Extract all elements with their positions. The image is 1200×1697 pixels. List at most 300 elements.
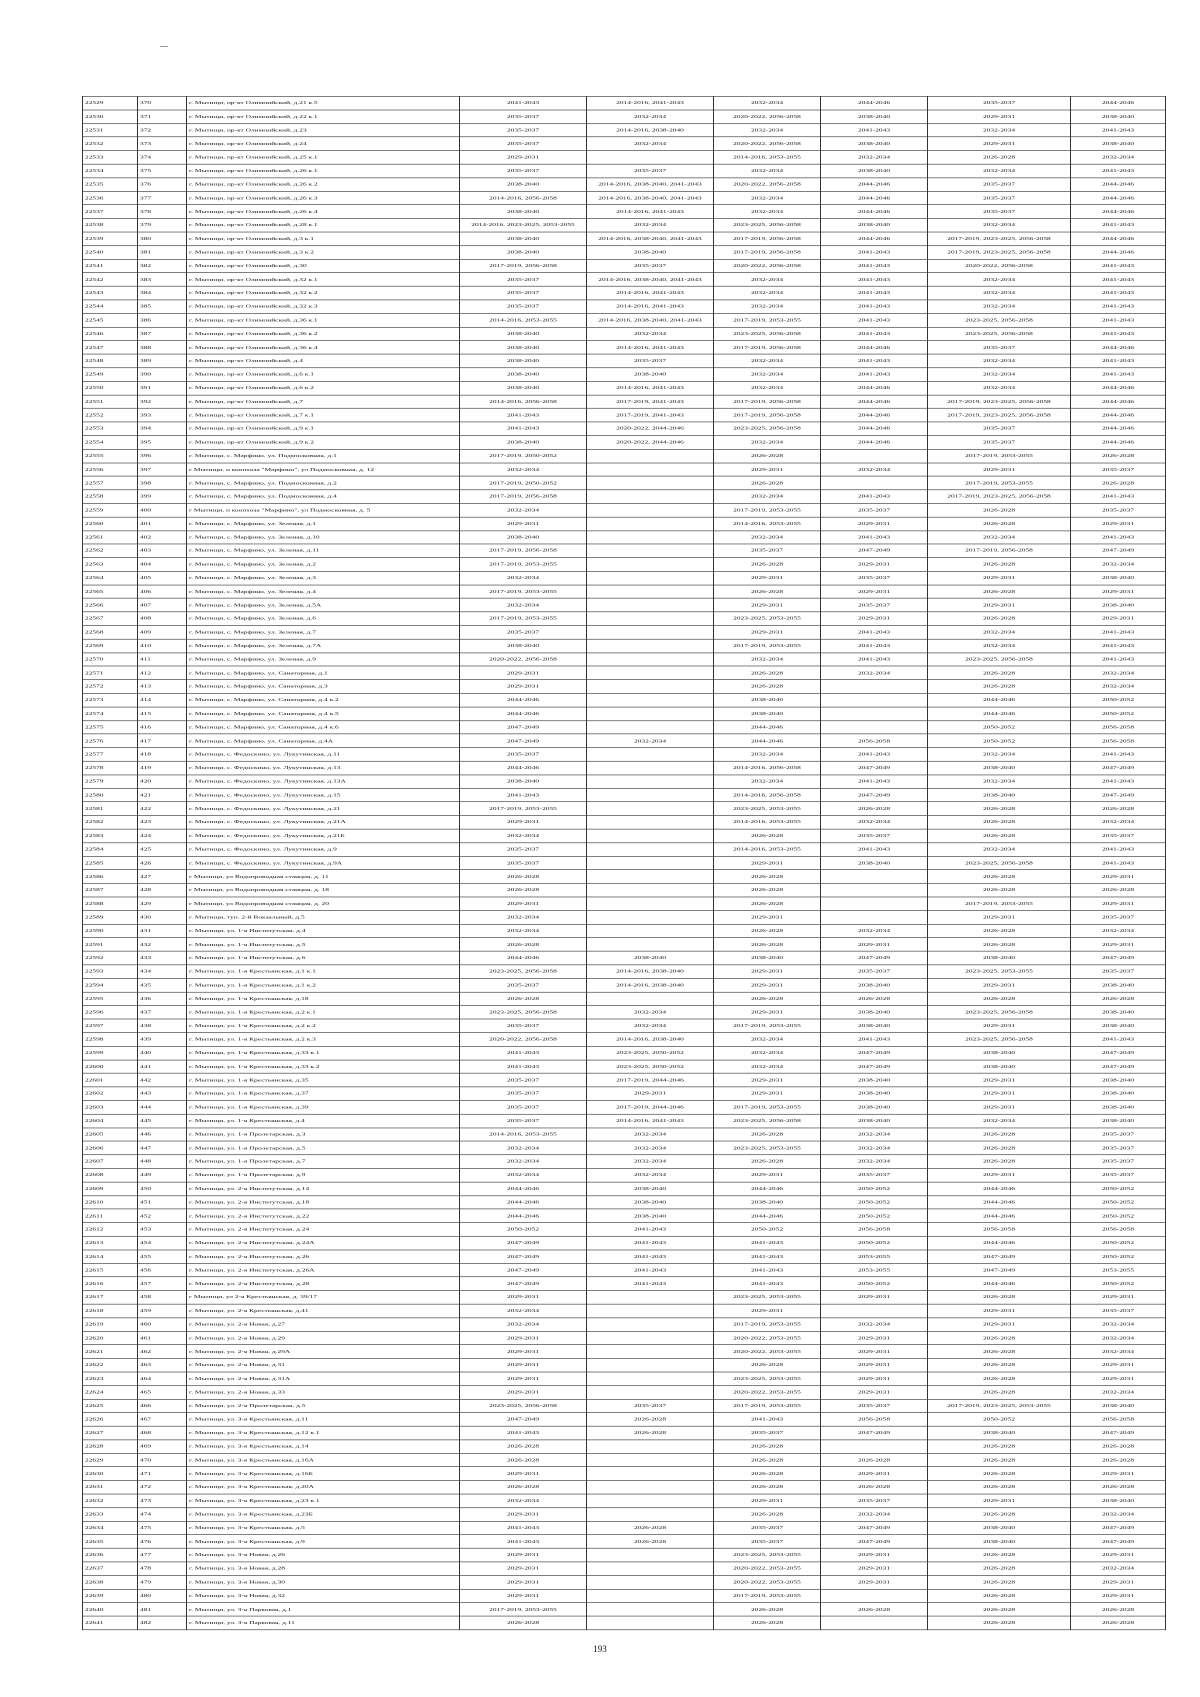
cell-period-5: 2026-2028 bbox=[928, 558, 1071, 572]
cell-row-number: 458 bbox=[138, 1291, 187, 1305]
cell-address: г. Мытищи, ул. 1-я Крестьянская, д.1 к.2 bbox=[187, 978, 460, 992]
cell-row-id: 22566 bbox=[83, 598, 138, 612]
cell-row-id: 22588 bbox=[83, 897, 138, 911]
cell-period-2: 2041-2043 bbox=[587, 1263, 714, 1277]
page-number: 193 bbox=[593, 1644, 607, 1654]
cell-row-id: 22557 bbox=[83, 476, 138, 490]
cell-row-id: 22623 bbox=[83, 1372, 138, 1386]
cell-row-number: 465 bbox=[138, 1386, 187, 1400]
cell-address: г Мытищи, ул Водопроводная станция, д. 11 bbox=[187, 870, 460, 884]
cell-period-3: 2014-2016, 2053-2055 bbox=[714, 151, 821, 165]
cell-period-6: 2038-2040 bbox=[1071, 571, 1166, 585]
cell-address: г. Мытищи, пр-кт Олимпийский, д.28 к.1 bbox=[187, 218, 460, 232]
table-row bbox=[83, 368, 1166, 382]
cell-period-4: 2044-2046 bbox=[821, 436, 928, 450]
cell-period-4: 2029-2031 bbox=[821, 1576, 928, 1590]
cell-period-5: 2017-2019, 2023-2025, 2056-2058 bbox=[928, 246, 1071, 260]
cell-period-5: 2038-2040 bbox=[928, 1521, 1071, 1535]
cell-period-1: 2017-2019, 2056-2058 bbox=[460, 259, 587, 273]
cell-period-3: 2038-2040 bbox=[714, 693, 821, 707]
cell-period-4: 2041-2043 bbox=[821, 748, 928, 762]
cell-period-5: 2032-2034 bbox=[928, 626, 1071, 640]
table-row bbox=[83, 96, 1166, 110]
cell-period-2 bbox=[587, 693, 714, 707]
table-row bbox=[83, 1168, 1166, 1182]
cell-period-3: 2014-2016, 2053-2055 bbox=[714, 816, 821, 830]
cell-address: г. Мытищи, с. Федоскино, ул. Лукутинская, д.11 bbox=[187, 748, 460, 762]
cell-period-2: 2017-2019, 2044-2046 bbox=[587, 1101, 714, 1115]
cell-row-number: 419 bbox=[138, 761, 187, 775]
cell-period-6: 2038-2040 bbox=[1071, 1399, 1166, 1413]
cell-address: г. Мытищи, пр-кт Олимпийский, д.3 к.1 bbox=[187, 232, 460, 246]
cell-period-4: 2035-2037 bbox=[821, 1168, 928, 1182]
cell-row-number: 460 bbox=[138, 1318, 187, 1332]
cell-row-id: 22593 bbox=[83, 965, 138, 979]
cell-period-1: 2041-2043 bbox=[460, 96, 587, 110]
cell-period-6: 2047-2049 bbox=[1071, 1046, 1166, 1060]
cell-period-2 bbox=[587, 151, 714, 165]
cell-period-4: 2050-2052 bbox=[821, 1209, 928, 1223]
cell-period-6: 2038-2040 bbox=[1071, 110, 1166, 124]
cell-row-id: 22591 bbox=[83, 938, 138, 952]
cell-period-4: 2041-2043 bbox=[821, 313, 928, 327]
cell-period-6: 2038-2040 bbox=[1071, 1006, 1166, 1020]
cell-period-4: 2026-2028 bbox=[821, 1603, 928, 1617]
cell-period-5: 2029-2031 bbox=[928, 911, 1071, 925]
cell-period-5: 2044-2046 bbox=[928, 1196, 1071, 1210]
cell-period-5: 2017-2019, 2023-2025, 2056-2058 bbox=[928, 232, 1071, 246]
cell-period-1: 2047-2049 bbox=[460, 1263, 587, 1277]
cell-period-4: 2035-2037 bbox=[821, 503, 928, 517]
cell-row-number: 450 bbox=[138, 1182, 187, 1196]
cell-period-1: 2044-2046 bbox=[460, 1196, 587, 1210]
cell-period-6: 2029-2031 bbox=[1071, 1291, 1166, 1305]
cell-period-4: 2029-2031 bbox=[821, 1358, 928, 1372]
cell-row-id: 22610 bbox=[83, 1196, 138, 1210]
cell-period-1: 2017-2019, 2053-2055 bbox=[460, 558, 587, 572]
cell-row-number: 449 bbox=[138, 1168, 187, 1182]
cell-row-id: 22625 bbox=[83, 1399, 138, 1413]
cell-period-6: 2032-2034 bbox=[1071, 924, 1166, 938]
cell-period-1: 2029-2031 bbox=[460, 1562, 587, 1576]
cell-period-1: 2041-2043 bbox=[460, 1535, 587, 1549]
cell-row-number: 385 bbox=[138, 300, 187, 314]
cell-period-1: 2014-2016, 2053-2055 bbox=[460, 1128, 587, 1142]
cell-period-5: 2032-2034 bbox=[928, 531, 1071, 545]
cell-period-6: 2029-2031 bbox=[1071, 897, 1166, 911]
cell-period-3: 2032-2034 bbox=[714, 286, 821, 300]
cell-period-6: 2044-2046 bbox=[1071, 408, 1166, 422]
cell-period-6: 2032-2034 bbox=[1071, 666, 1166, 680]
cell-address: г. Мытищи, ул. 3-я Крестьянская, д.16Б bbox=[187, 1467, 460, 1481]
table-row bbox=[83, 1481, 1166, 1495]
cell-period-5: 2035-2037 bbox=[928, 341, 1071, 355]
cell-period-3: 2017-2019, 2056-2058 bbox=[714, 408, 821, 422]
cell-row-id: 22578 bbox=[83, 761, 138, 775]
table-row bbox=[83, 164, 1166, 178]
cell-period-4: 2029-2031 bbox=[821, 1548, 928, 1562]
cell-period-1: 2029-2031 bbox=[460, 1467, 587, 1481]
cell-period-2 bbox=[587, 598, 714, 612]
cell-period-4: 2038-2040 bbox=[821, 856, 928, 870]
cell-row-id: 22636 bbox=[83, 1548, 138, 1562]
cell-row-id: 22571 bbox=[83, 666, 138, 680]
cell-period-1: 2041-2043 bbox=[460, 1046, 587, 1060]
cell-period-4: 2056-2058 bbox=[821, 1223, 928, 1237]
table-row bbox=[83, 436, 1166, 450]
cell-row-id: 22632 bbox=[83, 1494, 138, 1508]
cell-period-3: 2017-2019, 2053-2055 bbox=[714, 639, 821, 653]
cell-period-1: 2017-2019, 2050-2052 bbox=[460, 449, 587, 463]
cell-period-2 bbox=[587, 1494, 714, 1508]
cell-row-number: 378 bbox=[138, 205, 187, 219]
cell-address: г. Мытищи, с. Федоскино, ул. Лукутинская, д.21А bbox=[187, 816, 460, 830]
cell-period-4: 2053-2055 bbox=[821, 1263, 928, 1277]
cell-period-5: 2038-2040 bbox=[928, 1426, 1071, 1440]
cell-row-id: 22620 bbox=[83, 1331, 138, 1345]
cell-row-number: 461 bbox=[138, 1331, 187, 1345]
cell-row-number: 416 bbox=[138, 721, 187, 735]
cell-period-2 bbox=[587, 612, 714, 626]
cell-period-2: 2014-2016, 2038-2040 bbox=[587, 1033, 714, 1047]
cell-row-id: 22600 bbox=[83, 1060, 138, 1074]
cell-address: г. Мытищи, пр-кт Олимпийский, д.30 bbox=[187, 259, 460, 273]
table-row bbox=[83, 137, 1166, 151]
cell-address: г. Мытищи, с. Марфино, ул. Зеленая, д.3 bbox=[187, 571, 460, 585]
cell-address: г. Мытищи, пр-кт Олимпийский, д.26 к.2 bbox=[187, 178, 460, 192]
cell-period-2 bbox=[587, 1358, 714, 1372]
table-row bbox=[83, 653, 1166, 667]
cell-row-id: 22564 bbox=[83, 571, 138, 585]
cell-period-1: 2029-2031 bbox=[460, 1548, 587, 1562]
cell-period-5: 2026-2028 bbox=[928, 802, 1071, 816]
cell-period-3: 2014-2016, 2056-2058 bbox=[714, 761, 821, 775]
cell-period-4: 2029-2031 bbox=[821, 1345, 928, 1359]
cell-period-3: 2017-2019, 2053-2055 bbox=[714, 1101, 821, 1115]
cell-row-number: 417 bbox=[138, 734, 187, 748]
cell-row-number: 448 bbox=[138, 1155, 187, 1169]
cell-period-1: 2032-2034 bbox=[460, 1155, 587, 1169]
cell-row-number: 431 bbox=[138, 924, 187, 938]
cell-address: г. Мытищи, с. Марфино, ул. Санаторная, д.1 bbox=[187, 666, 460, 680]
cell-period-5: 2029-2031 bbox=[928, 598, 1071, 612]
cell-row-id: 22637 bbox=[83, 1562, 138, 1576]
cell-period-3: 2029-2031 bbox=[714, 1168, 821, 1182]
cell-row-number: 422 bbox=[138, 802, 187, 816]
cell-period-3: 2032-2034 bbox=[714, 490, 821, 504]
cell-period-4: 2029-2031 bbox=[821, 1372, 928, 1386]
cell-period-3: 2029-2031 bbox=[714, 571, 821, 585]
cell-address: г. Мытищи, ул. 2-я Новая, д.31 bbox=[187, 1358, 460, 1372]
cell-row-id: 22629 bbox=[83, 1453, 138, 1467]
cell-period-6: 2041-2043 bbox=[1071, 748, 1166, 762]
cell-row-number: 443 bbox=[138, 1087, 187, 1101]
cell-period-3: 2020-2022, 2056-2058 bbox=[714, 110, 821, 124]
cell-row-number: 463 bbox=[138, 1358, 187, 1372]
cell-row-id: 22607 bbox=[83, 1155, 138, 1169]
cell-row-number: 446 bbox=[138, 1128, 187, 1142]
cell-period-1: 2041-2043 bbox=[460, 422, 587, 436]
cell-period-2 bbox=[587, 585, 714, 599]
cell-row-number: 389 bbox=[138, 354, 187, 368]
cell-period-5: 2026-2028 bbox=[928, 1345, 1071, 1359]
cell-period-4 bbox=[821, 870, 928, 884]
cell-period-4: 2035-2037 bbox=[821, 965, 928, 979]
cell-period-1: 2035-2037 bbox=[460, 1019, 587, 1033]
cell-period-3: 2023-2025, 2053-2055 bbox=[714, 1141, 821, 1155]
cell-period-3: 2026-2028 bbox=[714, 938, 821, 952]
cell-row-number: 447 bbox=[138, 1141, 187, 1155]
cell-row-id: 22575 bbox=[83, 721, 138, 735]
cell-period-4: 2047-2049 bbox=[821, 544, 928, 558]
cell-row-number: 433 bbox=[138, 951, 187, 965]
cell-period-6: 2029-2031 bbox=[1071, 870, 1166, 884]
cell-period-1: 2038-2040 bbox=[460, 178, 587, 192]
cell-period-2: 2023-2025, 2050-2052 bbox=[587, 1046, 714, 1060]
cell-period-3: 2017-2019, 2056-2058 bbox=[714, 341, 821, 355]
cell-period-6: 2044-2046 bbox=[1071, 341, 1166, 355]
cell-row-id: 22589 bbox=[83, 911, 138, 925]
cell-period-2: 2038-2040 bbox=[587, 1209, 714, 1223]
cell-period-5: 2035-2037 bbox=[928, 191, 1071, 205]
table-row bbox=[83, 1440, 1166, 1454]
cell-row-number: 379 bbox=[138, 218, 187, 232]
cell-period-6: 2047-2049 bbox=[1071, 761, 1166, 775]
cell-row-number: 438 bbox=[138, 1019, 187, 1033]
cell-period-1: 2029-2031 bbox=[460, 666, 587, 680]
cell-period-3: 2032-2034 bbox=[714, 1046, 821, 1060]
cell-row-number: 480 bbox=[138, 1589, 187, 1603]
cell-period-3: 2026-2028 bbox=[714, 476, 821, 490]
cell-period-2 bbox=[587, 1386, 714, 1400]
cell-row-id: 22563 bbox=[83, 558, 138, 572]
cell-period-2: 2041-2043 bbox=[587, 1250, 714, 1264]
cell-row-number: 414 bbox=[138, 693, 187, 707]
cell-period-5: 2032-2034 bbox=[928, 218, 1071, 232]
cell-row-id: 22628 bbox=[83, 1440, 138, 1454]
cell-row-number: 400 bbox=[138, 503, 187, 517]
cell-address: г. Мытищи, с. Марфино, ул. Санаторная, д.4 к.6 bbox=[187, 721, 460, 735]
cell-period-3: 2029-2031 bbox=[714, 598, 821, 612]
cell-address: г. Мытищи, пр-кт Олимпийский, д.21 к.5 bbox=[187, 96, 460, 110]
cell-period-4 bbox=[821, 680, 928, 694]
cell-period-3: 2041-2043 bbox=[714, 1236, 821, 1250]
table-row bbox=[83, 191, 1166, 205]
cell-period-2: 2035-2037 bbox=[587, 164, 714, 178]
cell-address: г. Мытищи, ул. 3-я Крестьянская, д.11 bbox=[187, 1413, 460, 1427]
cell-period-6: 2050-2052 bbox=[1071, 1196, 1166, 1210]
cell-period-2 bbox=[587, 1372, 714, 1386]
cell-period-5: 2026-2028 bbox=[928, 1576, 1071, 1590]
cell-period-4: 2044-2046 bbox=[821, 395, 928, 409]
cell-row-id: 22576 bbox=[83, 734, 138, 748]
cell-period-4 bbox=[821, 1589, 928, 1603]
cell-period-5: 2026-2028 bbox=[928, 1616, 1071, 1630]
cell-period-6: 2041-2043 bbox=[1071, 327, 1166, 341]
cell-period-4: 2044-2046 bbox=[821, 178, 928, 192]
cell-row-id: 22592 bbox=[83, 951, 138, 965]
cell-period-5: 2023-2025, 2056-2058 bbox=[928, 313, 1071, 327]
cell-period-1: 2047-2049 bbox=[460, 734, 587, 748]
cell-period-2: 2032-2034 bbox=[587, 1155, 714, 1169]
cell-period-6: 2041-2043 bbox=[1071, 354, 1166, 368]
cell-period-2: 2014-2016, 2038-2040, 2041-2043 bbox=[587, 232, 714, 246]
cell-period-3: 2032-2034 bbox=[714, 368, 821, 382]
cell-address: г. Мытищи, с. Марфино, ул. Подмосковная, д.4 bbox=[187, 490, 460, 504]
table-row bbox=[83, 1277, 1166, 1291]
cell-address: г. Мытищи, ул. 2-я Институтская, д.22 bbox=[187, 1209, 460, 1223]
cell-period-6: 2044-2046 bbox=[1071, 232, 1166, 246]
cell-period-6: 2041-2043 bbox=[1071, 273, 1166, 287]
cell-period-1: 2035-2037 bbox=[460, 110, 587, 124]
cell-period-5: 2026-2028 bbox=[928, 992, 1071, 1006]
cell-period-2 bbox=[587, 490, 714, 504]
cell-period-2: 2014-2016, 2041-2043 bbox=[587, 1114, 714, 1128]
cell-period-6: 2029-2031 bbox=[1071, 612, 1166, 626]
cell-period-1: 2029-2031 bbox=[460, 1576, 587, 1590]
cell-period-4: 2047-2049 bbox=[821, 1426, 928, 1440]
cell-row-number: 434 bbox=[138, 965, 187, 979]
cell-period-4: 2041-2043 bbox=[821, 246, 928, 260]
cell-period-4: 2041-2043 bbox=[821, 843, 928, 857]
cell-address: г. Мытищи, с. Марфино, ул. Зеленая, д.2 bbox=[187, 558, 460, 572]
cell-period-4: 2056-2058 bbox=[821, 734, 928, 748]
cell-row-number: 409 bbox=[138, 626, 187, 640]
cell-period-2: 2014-2016, 2041-2043 bbox=[587, 381, 714, 395]
cell-period-3: 2026-2028 bbox=[714, 1155, 821, 1169]
cell-period-1: 2038-2040 bbox=[460, 341, 587, 355]
cell-period-6: 2041-2043 bbox=[1071, 490, 1166, 504]
cell-period-3: 2026-2028 bbox=[714, 1128, 821, 1142]
cell-period-1: 2017-2019, 2050-2052 bbox=[460, 476, 587, 490]
cell-period-2: 2032-2034 bbox=[587, 1168, 714, 1182]
cell-period-4: 2041-2043 bbox=[821, 259, 928, 273]
cell-period-3: 2029-2031 bbox=[714, 1006, 821, 1020]
cell-period-1: 2050-2052 bbox=[460, 1223, 587, 1237]
cell-address: г. Мытищи, ул. 2-я Институтская, д.24 bbox=[187, 1223, 460, 1237]
cell-row-number: 402 bbox=[138, 531, 187, 545]
cell-row-id: 22549 bbox=[83, 368, 138, 382]
table-row bbox=[83, 1196, 1166, 1210]
cell-period-6: 2026-2028 bbox=[1071, 1440, 1166, 1454]
cell-period-5: 2035-2037 bbox=[928, 205, 1071, 219]
cell-row-number: 415 bbox=[138, 707, 187, 721]
table-row bbox=[83, 1386, 1166, 1400]
cell-row-id: 22583 bbox=[83, 829, 138, 843]
cell-period-4: 2032-2034 bbox=[821, 463, 928, 477]
table-row bbox=[83, 693, 1166, 707]
cell-period-6: 2041-2043 bbox=[1071, 164, 1166, 178]
cell-row-id: 22631 bbox=[83, 1481, 138, 1495]
cell-period-2 bbox=[587, 1481, 714, 1495]
cell-row-id: 22561 bbox=[83, 531, 138, 545]
cell-row-id: 22562 bbox=[83, 544, 138, 558]
cell-row-id: 22615 bbox=[83, 1263, 138, 1277]
cell-period-2: 2035-2037 bbox=[587, 354, 714, 368]
cell-period-2 bbox=[587, 653, 714, 667]
cell-period-5: 2026-2028 bbox=[928, 1548, 1071, 1562]
cell-row-number: 436 bbox=[138, 992, 187, 1006]
cell-period-2 bbox=[587, 1616, 714, 1630]
cell-row-number: 441 bbox=[138, 1060, 187, 1074]
cell-period-6: 2026-2028 bbox=[1071, 449, 1166, 463]
cell-period-4: 2041-2043 bbox=[821, 123, 928, 137]
table-row bbox=[83, 1291, 1166, 1305]
table-row bbox=[83, 612, 1166, 626]
cell-row-number: 380 bbox=[138, 232, 187, 246]
cell-row-number: 406 bbox=[138, 585, 187, 599]
cell-period-6: 2047-2049 bbox=[1071, 1535, 1166, 1549]
cell-address: г. Мытищи, пр-кт Олимпийский, д.32 к.2 bbox=[187, 286, 460, 300]
cell-period-3: 2026-2028 bbox=[714, 666, 821, 680]
cell-row-id: 22577 bbox=[83, 748, 138, 762]
cell-period-5: 2023-2025, 2056-2058 bbox=[928, 1006, 1071, 1020]
cell-period-3: 2023-2025, 2053-2055 bbox=[714, 1291, 821, 1305]
cell-period-4: 2038-2040 bbox=[821, 137, 928, 151]
cell-address: г. Мытищи, ул. 3-я Новая, д.26 bbox=[187, 1548, 460, 1562]
cell-period-3: 2020-2022, 2053-2055 bbox=[714, 1386, 821, 1400]
cell-address: г. Мытищи, с. Марфино, ул. Зеленая, д.10 bbox=[187, 531, 460, 545]
table-row bbox=[83, 300, 1166, 314]
cell-period-5: 2032-2034 bbox=[928, 381, 1071, 395]
cell-address: г. Мытищи, пр-кт Олимпийский, д.6 к.1 bbox=[187, 368, 460, 382]
table-row bbox=[83, 286, 1166, 300]
table-row bbox=[83, 1548, 1166, 1562]
cell-period-5: 2026-2028 bbox=[928, 680, 1071, 694]
cell-period-1: 2032-2034 bbox=[460, 463, 587, 477]
cell-period-4: 2038-2040 bbox=[821, 1006, 928, 1020]
cell-period-5: 2026-2028 bbox=[928, 1589, 1071, 1603]
table-row bbox=[83, 761, 1166, 775]
cell-address: г. Мытищи, с. Марфино, ул. Зеленая, д.4 bbox=[187, 585, 460, 599]
cell-period-3: 2035-2037 bbox=[714, 1521, 821, 1535]
cell-address: г. Мытищи, с. Федоскино, ул. Лукутинская, д.21 bbox=[187, 802, 460, 816]
table-row bbox=[83, 381, 1166, 395]
cell-period-5: 2026-2028 bbox=[928, 938, 1071, 952]
cell-period-1: 2026-2028 bbox=[460, 992, 587, 1006]
table-row bbox=[83, 1141, 1166, 1155]
table-row bbox=[83, 680, 1166, 694]
cell-period-5: 2032-2034 bbox=[928, 300, 1071, 314]
cell-address: г. Мытищи, ул. 2-я Крестьянская, д.41 bbox=[187, 1304, 460, 1318]
table-row bbox=[83, 965, 1166, 979]
cell-period-2 bbox=[587, 816, 714, 830]
cell-period-4: 2038-2040 bbox=[821, 218, 928, 232]
cell-row-number: 424 bbox=[138, 829, 187, 843]
table-row bbox=[83, 1399, 1166, 1413]
cell-period-2: 2026-2028 bbox=[587, 1521, 714, 1535]
cell-period-5: 2017-2019, 2023-2025, 2056-2058 bbox=[928, 408, 1071, 422]
cell-row-number: 399 bbox=[138, 490, 187, 504]
cell-period-4: 2029-2031 bbox=[821, 517, 928, 531]
cell-period-3: 2017-2019, 2053-2055 bbox=[714, 1399, 821, 1413]
cell-period-4: 2035-2037 bbox=[821, 571, 928, 585]
cell-period-4: 2041-2043 bbox=[821, 531, 928, 545]
cell-period-1: 2014-2016, 2056-2058 bbox=[460, 191, 587, 205]
cell-period-2 bbox=[587, 571, 714, 585]
cell-period-6: 2047-2049 bbox=[1071, 951, 1166, 965]
cell-period-2 bbox=[587, 829, 714, 843]
cell-period-2 bbox=[587, 476, 714, 490]
cell-period-5: 2029-2031 bbox=[928, 1073, 1071, 1087]
cell-row-id: 22627 bbox=[83, 1426, 138, 1440]
cell-period-1: 2014-2016, 2056-2058 bbox=[460, 395, 587, 409]
cell-period-6: 2050-2052 bbox=[1071, 1277, 1166, 1291]
cell-period-4: 2041-2043 bbox=[821, 626, 928, 640]
cell-period-5: 2026-2028 bbox=[928, 1603, 1071, 1617]
cell-row-number: 469 bbox=[138, 1440, 187, 1454]
cell-period-6: 2044-2046 bbox=[1071, 381, 1166, 395]
